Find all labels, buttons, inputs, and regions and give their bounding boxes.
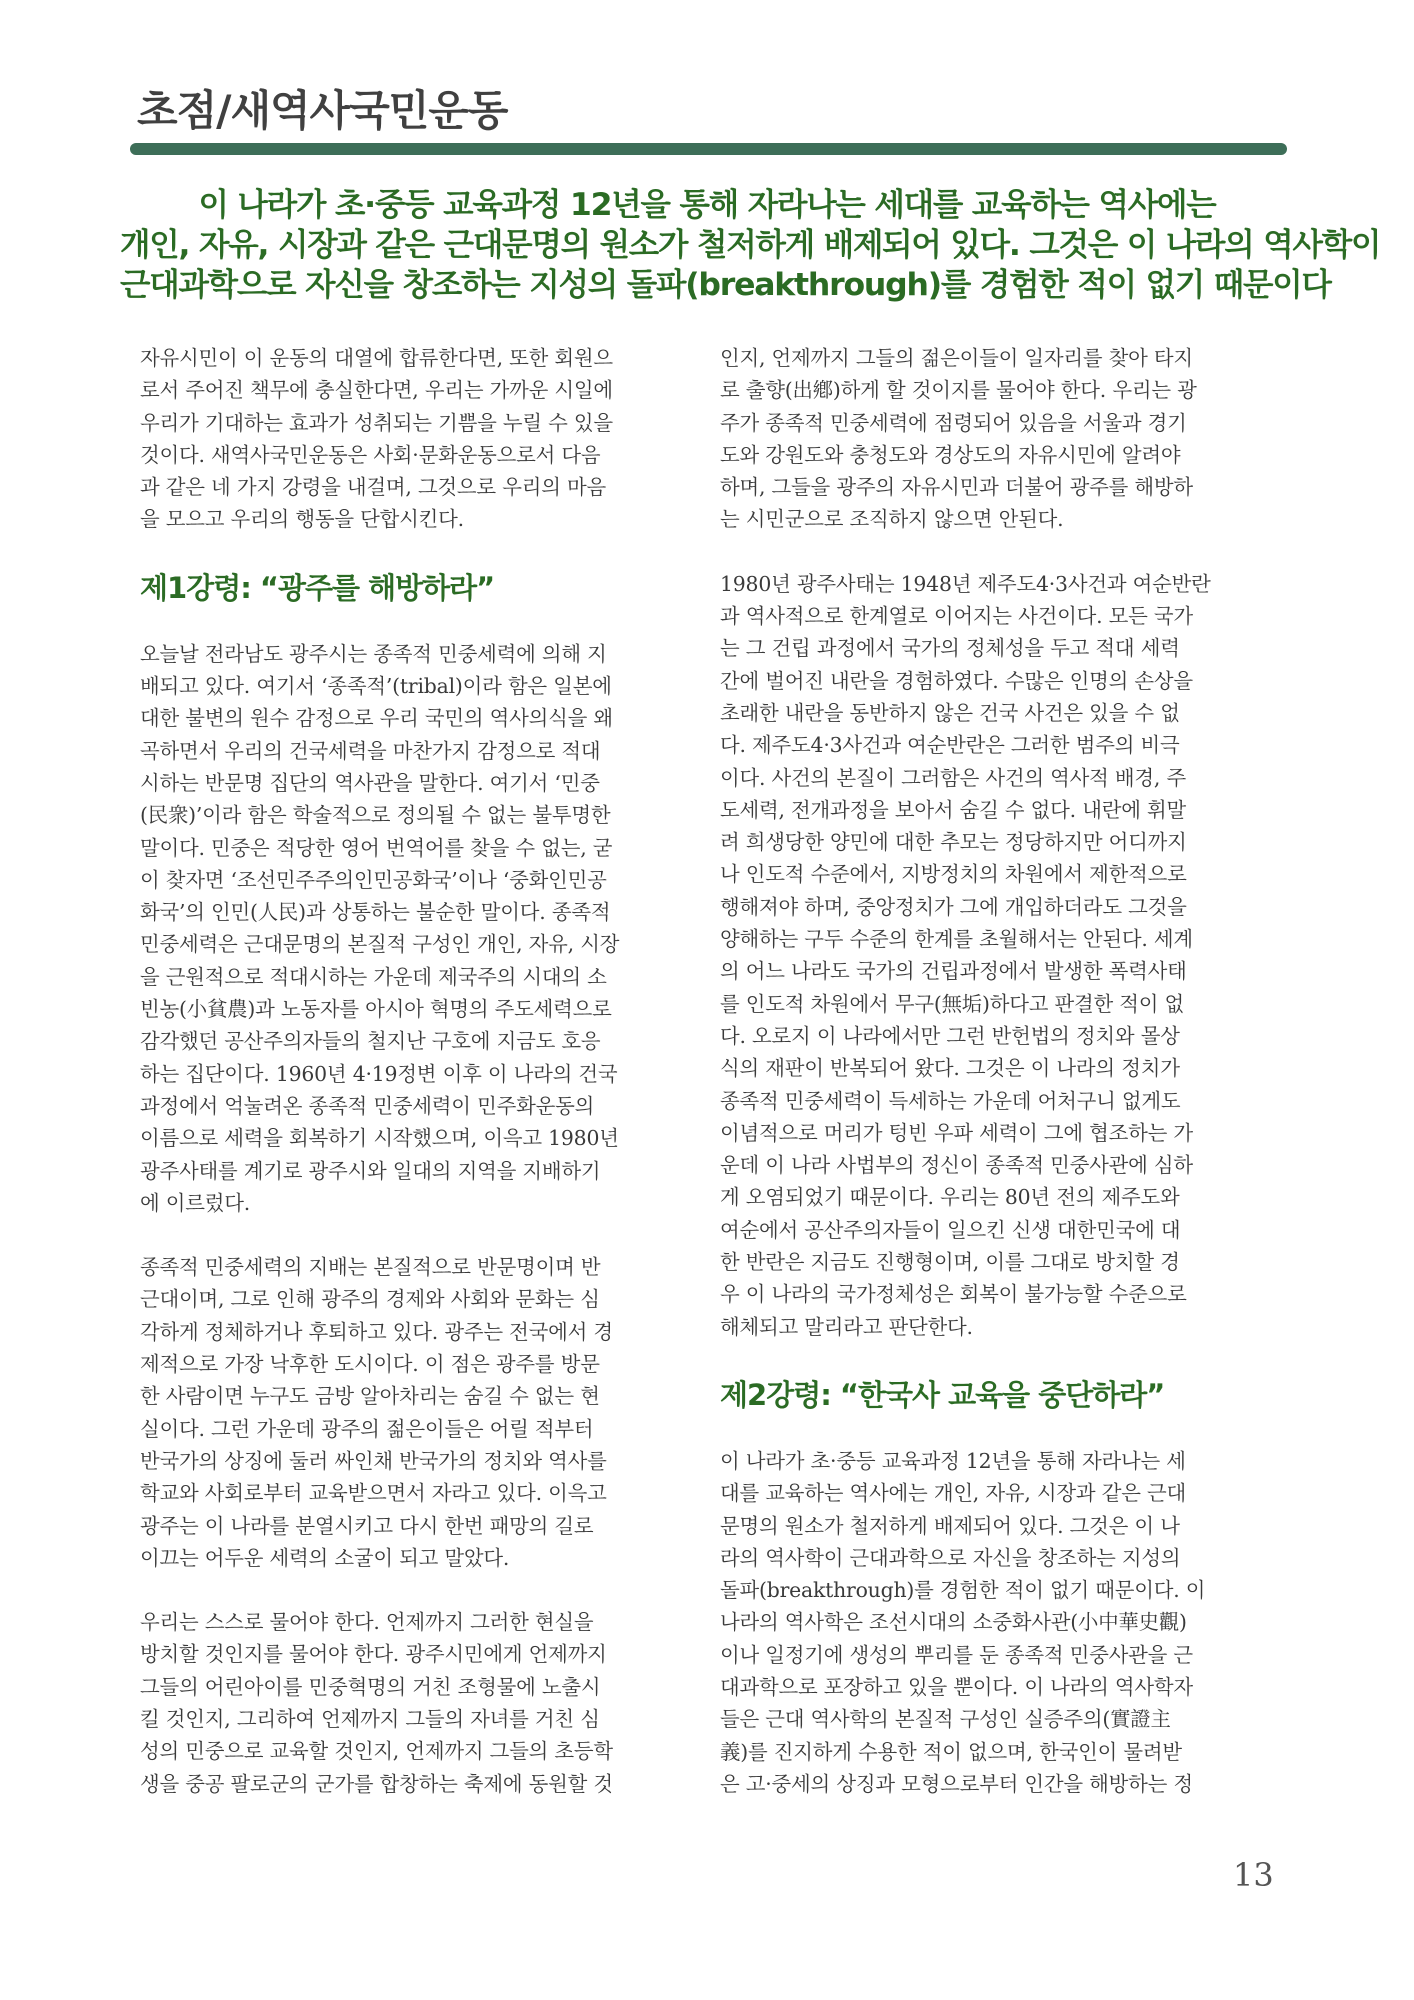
text-line: 광주는 이 나라를 분열시키고 다시 한번 패망의 길로 <box>140 1513 594 1538</box>
text-line: 이다. 사건의 본질이 그러함은 사건의 역사적 배경, 주 <box>720 765 1186 790</box>
text-line: 것이다. 새역사국민운동은 사회·문화운동으로서 다음 <box>140 442 601 467</box>
text-line: 려 희생당한 양민에 대한 추모는 정당하지만 어디까지 <box>720 830 1187 855</box>
paragraph-questions <box>140 1606 700 1800</box>
text-line: 을 모으고 우리의 행동을 단합시킨다. <box>140 507 464 532</box>
text-line: 인지, 언제까지 그들의 젊은이들이 일자리를 찾아 타지 <box>720 346 1193 370</box>
text-line: 도와 강원도와 충청도와 경상도의 자유시민에 알려야 <box>720 442 1181 467</box>
header-rule <box>130 143 1287 155</box>
text-line: 나 인도적 수준에서, 지방정치의 차원에서 제한적으로 <box>720 862 1187 887</box>
text-line: 종족적 민중세력의 지배는 본질적으로 반문명이며 반 <box>140 1255 601 1280</box>
text-line: 해체되고 말리라고 판단한다. <box>720 1314 973 1339</box>
paragraph-gwangju-rule <box>140 638 700 1219</box>
text-line: 양해하는 구두 수준의 한계를 초월해서는 안된다. 세계 <box>720 927 1193 952</box>
text-line: 주가 종족적 민중세력에 점령되어 있음을 서울과 경기 <box>720 410 1187 435</box>
text-line: 이끄는 어두운 세력의 소굴이 되고 말았다. <box>140 1545 510 1570</box>
text-line: 이름으로 세력을 회복하기 시작했으며, 이윽고 1980년 <box>140 1126 619 1151</box>
text-line: 로서 주어진 책무에 충실한다면, 우리는 가까운 시일에 <box>140 378 613 403</box>
section-label: 초점/새역사국민운동 <box>137 86 508 135</box>
text-line: 이 나라가 초·중등 교육과정 12년을 통해 자라나는 세 <box>720 1448 1186 1473</box>
text-line: 그들의 어린아이를 민중혁명의 거친 조형물에 노출시 <box>140 1674 601 1699</box>
text-line: 우 이 나라의 국가정체성은 회복이 불가능할 수준으로 <box>720 1282 1187 1307</box>
text-line: 광주사태를 계기로 광주시와 일대의 지역을 지배하기 <box>140 1158 601 1183</box>
text-line: 이념적으로 머리가 텅빈 우파 세력이 그에 협조하는 가 <box>720 1120 1193 1145</box>
text-line: 의 어느 나라도 국가의 건립과정에서 발생한 폭력사태 <box>720 959 1187 984</box>
text-line: 킬 것인지, 그리하여 언제까지 그들의 자녀를 거친 심 <box>140 1706 600 1731</box>
paragraph-gwangju-economy <box>140 1251 700 1574</box>
text-line: 화국’의 인민(人民)과 상통하는 불순한 말이다. 종족적 <box>140 900 611 925</box>
text-line: 게 오염되었기 때문이다. 우리는 80년 전의 제주도와 <box>720 1185 1180 1210</box>
text-line: 식의 재판이 반복되어 왔다. 그것은 이 나라의 정치가 <box>720 1056 1180 1081</box>
text-line: 실이다. 그런 가운데 광주의 젊은이들은 어릴 적부터 <box>140 1416 594 1441</box>
text-line: 1980년 광주사태는 1948년 제주도4·3사건과 여순반란 <box>720 571 1211 596</box>
text-line: (民衆)’이라 함은 학술적으로 정의될 수 없는 불투명한 <box>140 803 611 828</box>
text-line: 우리가 기대하는 효과가 성취되는 기쁨을 누릴 수 있을 <box>140 410 613 435</box>
text-line: 이 찾자면 ‘조선민주주의인민공화국’이나 ‘중화인민공 <box>140 867 607 892</box>
text-line: 는 시민군으로 조직하지 않으면 안된다. <box>720 507 1064 532</box>
page-number: 13 <box>1233 1856 1274 1894</box>
text-line: 들은 근대 역사학의 본질적 구성인 실증주의(實證主 <box>720 1707 1171 1732</box>
text-line: 성의 민중으로 교육할 것인지, 언제까지 그들의 초등학 <box>140 1739 613 1764</box>
text-line: 각하게 정체하거나 후퇴하고 있다. 광주는 전국에서 경 <box>140 1319 613 1344</box>
text-line: 말이다. 민중은 적당한 영어 번역어를 찾을 수 없는, 굳 <box>140 835 613 860</box>
text-line: 여순에서 공산주의자들이 일으킨 신생 대한민국에 대 <box>720 1217 1181 1242</box>
text-line: 義)를 진지하게 수용한 적이 없으며, 한국인이 물려받 <box>720 1739 1182 1764</box>
text-line: 는 그 건립 과정에서 국가의 정체성을 두고 적대 세력 <box>720 636 1180 661</box>
headline-line: 개인, 자유, 시장과 같은 근대문명의 원소가 철저하게 배제되어 있다. 그것은 이 나라의 역사학이 <box>120 227 1381 263</box>
text-line: 에 이르렀다. <box>140 1190 251 1215</box>
text-line: 감각했던 공산주의자들의 철지난 구호에 지금도 호응 <box>140 1029 601 1054</box>
text-line: 과 같은 네 가지 강령을 내걸며, 그것으로 우리의 마음 <box>140 475 606 500</box>
text-line: 우리는 스스로 물어야 한다. 언제까지 그러한 현실을 <box>140 1610 594 1635</box>
paragraph-history-education <box>720 1445 1280 1800</box>
text-line: 를 인도적 차원에서 무구(無垢)하다고 판결한 적이 없 <box>720 991 1185 1016</box>
intro-paragraph <box>140 342 700 536</box>
text-line: 근대이며, 그로 인해 광주의 경제와 사회와 문화는 심 <box>140 1287 600 1312</box>
headline <box>120 185 1381 305</box>
text-line: 을 근원적으로 적대시하는 가운데 제국주의 시대의 소 <box>140 964 607 989</box>
text-line: 은 고·중세의 상징과 모형으로부터 인간을 해방하는 정 <box>720 1771 1193 1796</box>
text-line: 시하는 반문명 집단의 역사관을 말한다. 여기서 ‘민중 <box>140 770 600 795</box>
text-line: 민중세력은 근대문명의 본질적 구성인 개인, 자유, 시장 <box>140 932 620 957</box>
text-line: 다. 제주도4·3사건과 여순반란은 그러한 범주의 비극 <box>720 733 1180 758</box>
text-line: 돌파(breakthrough)를 경험한 적이 없기 때문이다. 이 <box>720 1578 1206 1603</box>
text-line: 문명의 원소가 철저하게 배제되어 있다. 그것은 이 나 <box>720 1513 1180 1538</box>
text-line: 제적으로 가장 낙후한 도시이다. 이 점은 광주를 방문 <box>140 1352 600 1377</box>
text-line: 반국가의 상징에 둘러 싸인채 반국가의 정치와 역사를 <box>140 1448 607 1473</box>
text-line: 하는 집단이다. 1960년 4·19정변 이후 이 나라의 건국 <box>140 1061 618 1086</box>
text-line: 한 반란은 지금도 진행형이며, 이를 그대로 방치할 경 <box>720 1250 1180 1275</box>
heading-first-principle: 제1강령: “광주를 해방하라” <box>140 570 495 605</box>
text-line: 간에 벌어진 내란을 경험하였다. 수많은 인명의 손상을 <box>720 668 1193 693</box>
text-line: 행해져야 하며, 중앙정치가 그에 개입하더라도 그것을 <box>720 894 1187 919</box>
text-line: 이나 일정기에 생성의 뿌리를 둔 종족적 민중사관을 근 <box>720 1642 1193 1667</box>
text-line: 도세력, 전개과정을 보아서 숨길 수 없다. 내란에 휘말 <box>720 797 1186 822</box>
text-line: 하며, 그들을 광주의 자유시민과 더불어 광주를 해방하 <box>720 475 1193 500</box>
text-line: 대를 교육하는 역사에는 개인, 자유, 시장과 같은 근대 <box>720 1481 1186 1506</box>
text-line: 다. 오로지 이 나라에서만 그런 반헌법의 정치와 몰상 <box>720 1023 1180 1048</box>
right-column <box>720 342 1280 1800</box>
paragraph-questions-continued <box>720 342 1280 536</box>
text-line: 대과학으로 포장하고 있을 뿐이다. 이 나라의 역사학자 <box>720 1674 1193 1699</box>
text-line: 초래한 내란을 동반하지 않은 건국 사건은 있을 수 없 <box>720 700 1180 725</box>
text-line: 로 출향(出鄕)하게 할 것이지를 물어야 한다. 우리는 광 <box>720 378 1197 403</box>
paragraph-1980-gwangju <box>720 568 1280 1343</box>
text-line: 대한 불변의 원수 감정으로 우리 국민의 역사의식을 왜 <box>140 706 613 731</box>
text-line: 배되고 있다. 여기서 ‘종족적’(tribal)이라 함은 일본에 <box>140 674 612 699</box>
text-line: 방치할 것인지를 물어야 한다. 광주시민에게 언제까지 <box>140 1642 607 1667</box>
text-line: 운데 이 나라 사법부의 정신이 종족적 민중사관에 심하 <box>720 1153 1193 1178</box>
text-line: 자유시민이 이 운동의 대열에 합류한다면, 또한 회원으 <box>140 346 613 370</box>
text-line: 종족적 민중세력이 득세하는 가운데 어처구니 없게도 <box>720 1088 1181 1113</box>
text-line: 나라의 역사학은 조선시대의 소중화사관(小中華史觀) <box>720 1610 1187 1635</box>
headline-line: 이 나라가 초·중등 교육과정 12년을 통해 자라나는 세대를 교육하는 역사에는 <box>198 187 1216 223</box>
text-line: 한 사람이면 누구도 금방 알아차리는 숨길 수 없는 현 <box>140 1384 600 1409</box>
text-line: 빈농(小貧農)과 노동자를 아시아 혁명의 주도세력으로 <box>140 997 612 1022</box>
text-line: 오늘날 전라남도 광주시는 종족적 민중세력에 의해 지 <box>140 641 607 666</box>
heading-second-principle: 제2강령: “한국사 교육을 중단하라” <box>720 1377 1165 1412</box>
left-column <box>140 342 700 1800</box>
text-line: 과 역사적으로 한계열로 이어지는 사건이다. 모든 국가 <box>720 604 1193 629</box>
headline-line: 근대과학으로 자신을 창조하는 지성의 돌파(breakthrough)를 경험한 적이 없기 때문이다 <box>120 267 1331 303</box>
text-line: 곡하면서 우리의 건국세력을 마찬가지 감정으로 적대 <box>140 738 601 763</box>
text-line: 과정에서 억눌려온 종족적 민중세력이 민주화운동의 <box>140 1093 595 1118</box>
text-line: 학교와 사회로부터 교육받으면서 자라고 있다. 이윽고 <box>140 1481 607 1506</box>
text-line: 라의 역사학이 근대과학으로 자신을 창조하는 지성의 <box>720 1545 1181 1570</box>
text-line: 생을 중공 팔로군의 군가를 합창하는 축제에 동원할 것 <box>140 1771 613 1796</box>
